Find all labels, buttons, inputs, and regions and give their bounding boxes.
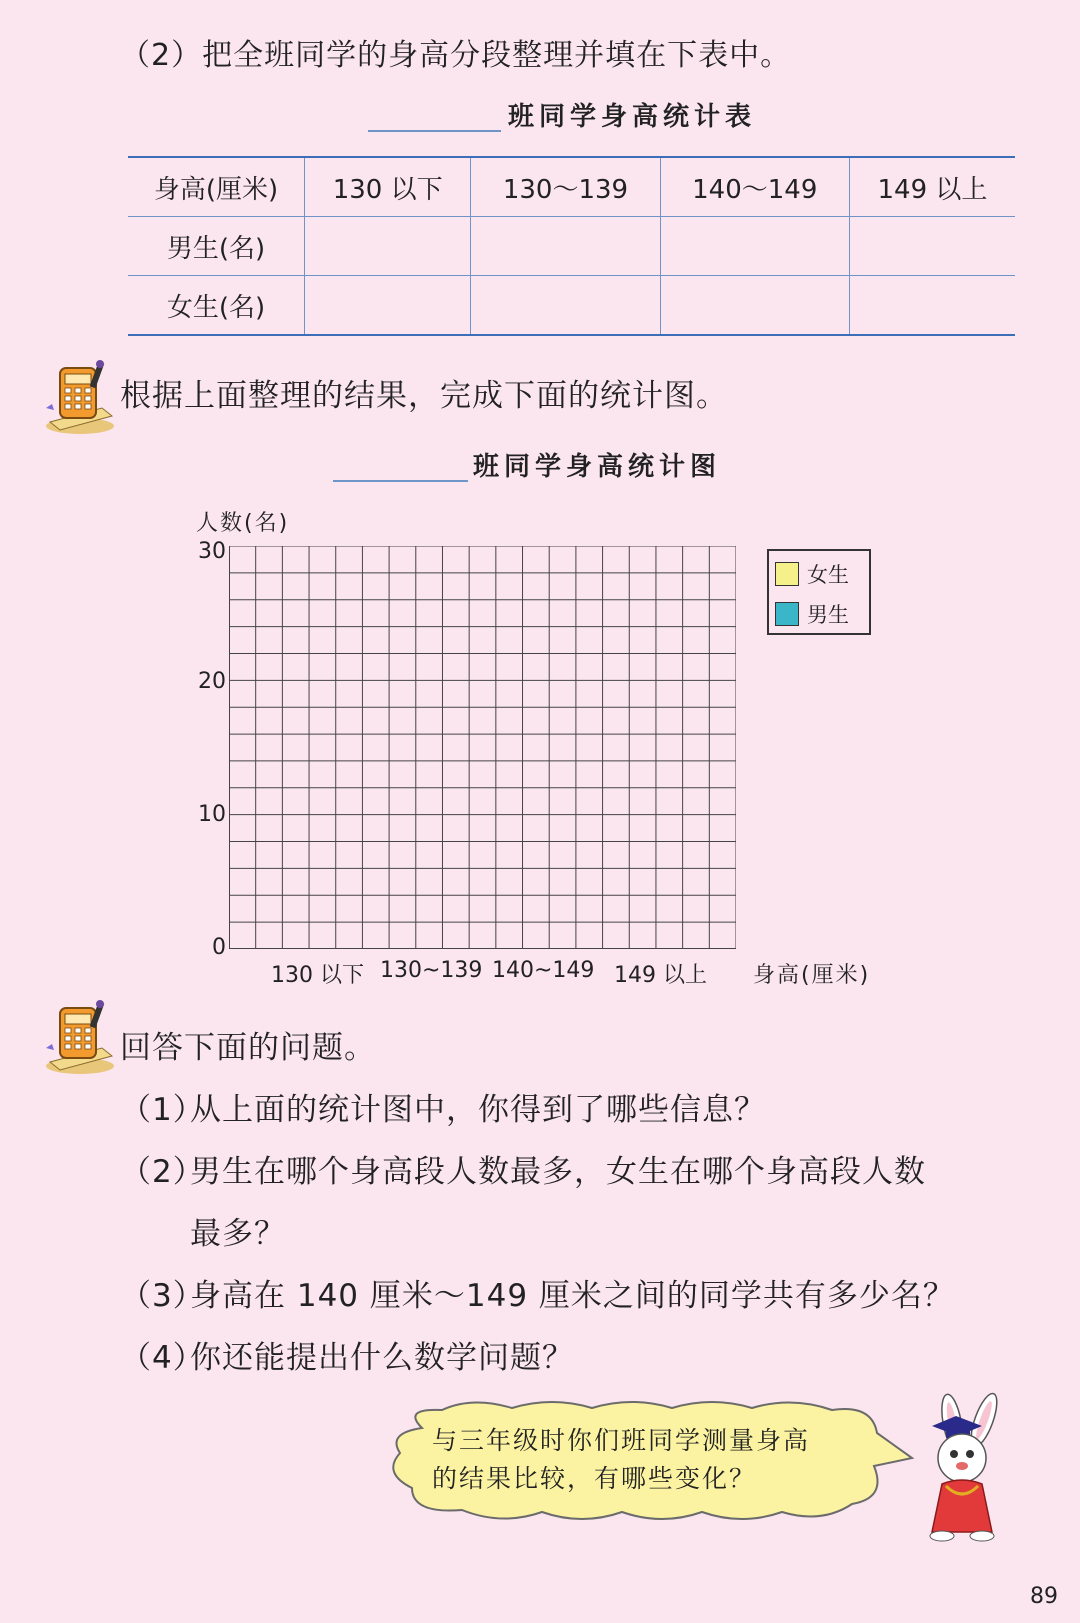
rabbit-mascot-icon bbox=[912, 1392, 1024, 1542]
boys-cell[interactable] bbox=[305, 217, 471, 276]
legend-label: 女生 bbox=[807, 563, 849, 587]
boys-cell[interactable] bbox=[471, 217, 660, 276]
question-item bbox=[120, 1270, 955, 1315]
header-cell: 身高(厘米) bbox=[128, 157, 305, 217]
x-axis-label: 身高(厘米) bbox=[753, 963, 871, 988]
question-item bbox=[120, 1084, 766, 1129]
calculator-mascot-icon bbox=[42, 360, 116, 436]
x-tick-label: 130~139 bbox=[380, 958, 483, 983]
height-table bbox=[128, 156, 1015, 336]
question-item bbox=[120, 1332, 574, 1377]
bubble-line-2: 的结果比较，有哪些变化？ bbox=[432, 1464, 757, 1493]
question-number: （4） bbox=[120, 1340, 205, 1376]
girls-cell[interactable] bbox=[471, 276, 660, 336]
header-cell: 130 以下 bbox=[305, 157, 471, 217]
table-header-row bbox=[128, 157, 1015, 217]
question-2-text: （2）把全班同学的身高分段整理并填在下表中。 bbox=[120, 38, 792, 73]
legend-swatch-yellow bbox=[775, 562, 799, 586]
y-tick-label: 20 bbox=[198, 669, 226, 694]
girls-cell[interactable] bbox=[660, 276, 849, 336]
table-row-girls bbox=[128, 276, 1015, 336]
bubble-line-1: 与三年级时你们班同学测量身高 bbox=[432, 1426, 811, 1455]
header-cell: 140～149 bbox=[660, 157, 849, 217]
question-number: （1） bbox=[120, 1092, 205, 1128]
chart-legend bbox=[767, 549, 871, 635]
legend-swatch-cyan bbox=[775, 602, 799, 626]
question-text: 男生在哪个身高段人数最多，女生在哪个身高段人数 bbox=[190, 1154, 926, 1190]
page-number: 89 bbox=[1030, 1584, 1058, 1609]
girls-cell[interactable] bbox=[849, 276, 1015, 336]
question-text: 身高在 140 厘米～149 厘米之间的同学共有多少名？ bbox=[190, 1278, 955, 1314]
question-text: 你还能提出什么数学问题？ bbox=[190, 1340, 574, 1376]
table-title: 班同学身高统计表 bbox=[508, 102, 757, 132]
girls-cell[interactable] bbox=[305, 276, 471, 336]
section-chart-instruction: 根据上面整理的结果，完成下面的统计图。 bbox=[120, 378, 728, 414]
question-number: （3） bbox=[120, 1278, 205, 1314]
section-questions-heading: 回答下面的问题。 bbox=[120, 1030, 376, 1066]
calculator-mascot-icon bbox=[42, 1000, 116, 1076]
boys-cell[interactable] bbox=[849, 217, 1015, 276]
row-label: 女生(名) bbox=[128, 276, 305, 336]
class-name-blank[interactable] bbox=[368, 130, 501, 132]
question-text-continued: 最多？ bbox=[190, 1216, 286, 1252]
boys-cell[interactable] bbox=[660, 217, 849, 276]
x-tick-label: 130 以下 bbox=[271, 963, 364, 988]
legend-label: 男生 bbox=[807, 603, 849, 627]
question-text: 从上面的统计图中，你得到了哪些信息？ bbox=[190, 1092, 766, 1128]
header-cell: 130～139 bbox=[471, 157, 660, 217]
chart-title: 班同学身高统计图 bbox=[473, 452, 722, 482]
y-tick-label: 30 bbox=[198, 539, 226, 564]
row-label: 男生(名) bbox=[128, 217, 305, 276]
legend-item-girls bbox=[775, 559, 849, 589]
legend-item-boys bbox=[775, 599, 849, 629]
question-number: （2） bbox=[120, 1154, 205, 1190]
table-row-boys bbox=[128, 217, 1015, 276]
question-item bbox=[120, 1146, 926, 1191]
y-tick-label: 0 bbox=[212, 935, 226, 960]
x-tick-label: 140~149 bbox=[492, 958, 595, 983]
header-cell: 149 以上 bbox=[849, 157, 1015, 217]
x-tick-label: 149 以上 bbox=[614, 963, 707, 988]
y-tick-label: 10 bbox=[198, 802, 226, 827]
chart-grid bbox=[229, 546, 736, 949]
y-axis-label: 人数(名) bbox=[196, 511, 290, 536]
class-name-blank-2[interactable] bbox=[333, 480, 468, 482]
